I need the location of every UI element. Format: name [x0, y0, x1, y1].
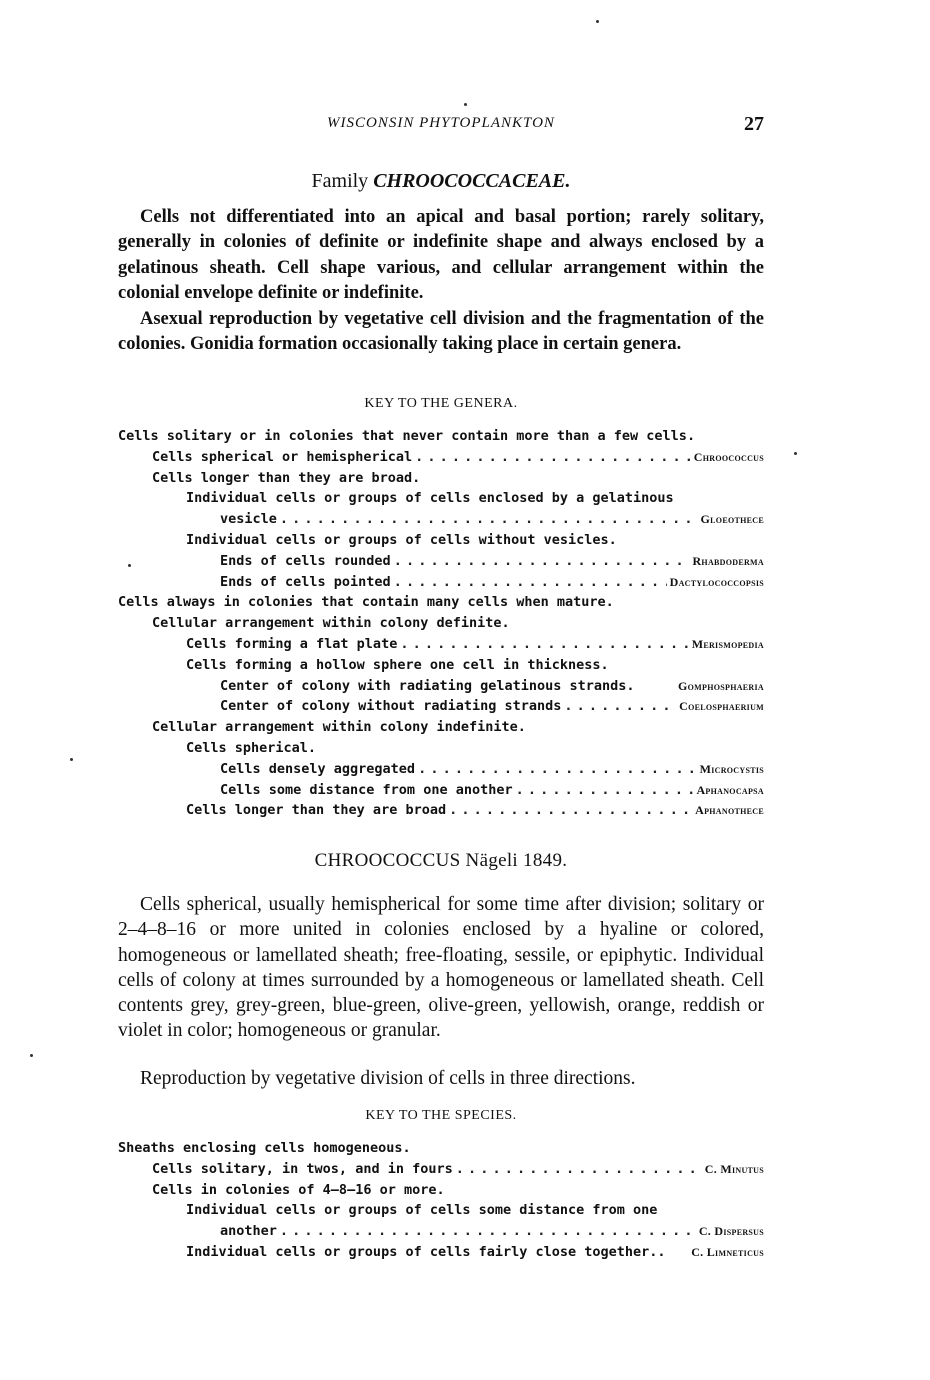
- key-entry: Cellular arrangement within colony indefinite.: [152, 719, 526, 736]
- scan-speck: [30, 1054, 33, 1057]
- genus-name: Coelosphaerium: [679, 699, 764, 714]
- intro-paragraph-2: Asexual reproduction by vegetative cell division and the fragmentation of the colonies. Gonidia formation occasionally taking place in certain genera.: [118, 309, 764, 355]
- key-entry: vesicle . . . Gloeothece: [118, 509, 764, 530]
- key-entry: Cells in colonies of 4–8–16 or more.: [152, 1181, 445, 1198]
- species-key-list: [118, 1138, 764, 1263]
- species-name: C. Minutus: [704, 1161, 764, 1176]
- key-entry: Individual cells or groups of cells enclosed by a gelatinous: [186, 490, 674, 507]
- key-entry: Ends of cells rounded . . . Rhabdoderma: [118, 551, 764, 572]
- page-number: 27: [744, 113, 764, 135]
- species-name: C. Dispersus: [698, 1224, 764, 1239]
- species-name: C. Limneticus: [691, 1244, 764, 1259]
- family-prefix: Family: [311, 170, 369, 192]
- scan-speck: [70, 758, 73, 761]
- key-entry: Cells spherical or hemispherical . . . Chroococcus: [118, 447, 764, 468]
- scan-speck: [794, 452, 797, 455]
- key-entry: Sheaths enclosing cells homogeneous.: [118, 1140, 411, 1156]
- key-entry: Cells longer than they are broad.: [152, 469, 421, 486]
- genus-name: Microcystis: [699, 761, 764, 776]
- key-entry: Cells some distance from one another . . . Aphanocapsa: [118, 780, 764, 801]
- key-entry: Ends of cells pointed . . . Dactylococcopsis: [118, 572, 764, 593]
- genus-paragraph-1: Cells spherical, usually hemispherical for some time after division; solitary or 2–4–8–16 or more united in colonies enclosed by a hyaline or colored, homogeneous or lamellated sheath; free-floating, sessile, or epiphytic. Individual cells of colony at times surrounded by a homogeneous or lamellated sheath. Cell contents grey, grey-green, blue-green, olive-green, yellowish, orange, reddish or violet in color; homogeneous or granular.: [118, 894, 764, 1042]
- genus-paragraph-2: Reproduction by vegetative division of cells in three directions.: [140, 1068, 636, 1089]
- key-entry: Cells always in colonies that contain many cells when mature.: [118, 594, 614, 611]
- species-key-heading: KEY TO THE SPECIES.: [365, 1108, 517, 1123]
- genus-name: Dactylococcopsis: [669, 574, 764, 589]
- key-entry: Cells solitary, in twos, and in fours . . . C. Minutus: [118, 1159, 764, 1180]
- key-entry: Cells spherical.: [186, 739, 317, 756]
- scan-speck: [464, 103, 467, 106]
- key-entry: Individual cells or groups of cells without vesicles.: [186, 531, 617, 548]
- genus-name: Aphanothece: [695, 803, 764, 818]
- intro-paragraph-1: Cells not differentiated into an apical and basal portion; rarely solitary, generally in colonies of definite or indefinite shape and always enclosed by a gelatinous sheath. Cell shape various, and cellular arrangement within the colonial envelope definite or indefinite.: [118, 207, 764, 303]
- running-title: WISCONSIN PHYTOPLANKTON: [327, 115, 555, 131]
- scan-speck: [128, 564, 131, 567]
- genera-key-list: [118, 426, 764, 821]
- key-entry: Cells forming a flat plate . . . Merismopedia: [118, 634, 764, 655]
- key-entry: Cells densely aggregated . . . Microcystis: [118, 759, 764, 780]
- key-entry: Cells solitary or in colonies that never contain more than a few cells.: [118, 428, 696, 444]
- genus-name: Merismopedia: [691, 636, 764, 651]
- genus-name: Gloeothece: [700, 512, 764, 527]
- running-head: [118, 115, 764, 139]
- key-entry: another . . . C. Dispersus: [118, 1221, 764, 1242]
- key-entry: Individual cells or groups of cells some distance from one: [186, 1202, 658, 1219]
- family-name: CHROOCOCCACEAE.: [373, 170, 571, 192]
- key-entry: Cellular arrangement within colony definite.: [152, 615, 510, 632]
- genus-name: Chroococcus: [693, 449, 764, 464]
- key-entry: Center of colony without radiating strands . . . Coelosphaerium: [118, 696, 764, 717]
- family-heading: [118, 170, 764, 193]
- key-entry: Center of colony with radiating gelatinous strands. Gomphosphaeria: [118, 676, 764, 697]
- key-entry: Cells longer than they are broad . . . Aphanothece: [118, 800, 764, 821]
- key-entry: Individual cells or groups of cells fairly close together.. C. Limneticus: [118, 1242, 764, 1263]
- genus-name: Rhabdoderma: [692, 553, 764, 568]
- key-entry: Cells forming a hollow sphere one cell in thickness.: [186, 656, 609, 673]
- scan-speck: [596, 20, 599, 23]
- genus-name: Gomphosphaeria: [678, 678, 764, 693]
- genera-key-heading: KEY TO THE GENERA.: [364, 396, 518, 411]
- genus-name: Aphanocapsa: [696, 782, 764, 797]
- genus-heading: CHROOCOCCUS Nägeli 1849.: [314, 850, 568, 871]
